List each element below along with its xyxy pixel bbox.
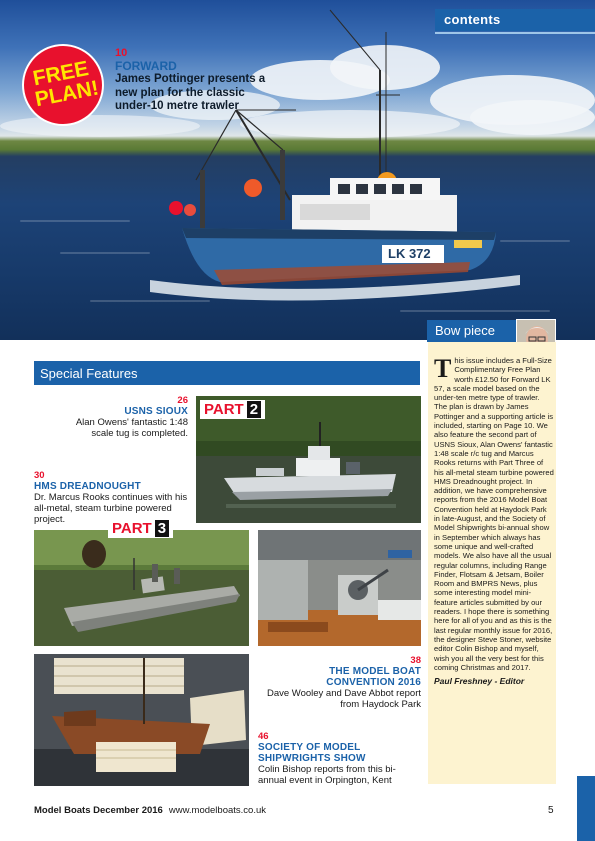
editor-signature: Paul Freshney - Editor — [434, 676, 525, 687]
bow-piece-heading: Bow piece — [427, 320, 516, 342]
feature-description: Dave Wooley and Dave Abbot report from Haydock Park — [266, 688, 421, 710]
bow-piece-text — [434, 356, 554, 686]
boat-registration: LK 372 — [388, 246, 431, 261]
part-2-label — [200, 400, 265, 419]
editorial-body: his issue includes a Full-Size Complimentary Free Plan worth £12.50 for Forward LK 57, a scale model based on the under-ten metre type of trawler. The plan is drawn by James Pottinger and a supporting article is included, starting on Page 10. We also feature the second part of USNS Sioux, Alan Owens' fantastic 1:48 scale r/c tug and Marcus Rooks returns with Part Three of his all-metal steam turbine powered HMS Dreadnought project. In addition, we have comprehensive reports from the 2016 Model Boat Convention held at Haydock Park in late-August, and the Society of Model Shipwrights bi-annual show in September which always has some unique and well-crafted models. We also have all the usual regular columns, including Range Finder, Flotsam & Jetsam, Boiler Room and BMPRS News, plus some interesting model mini-feature articles submitted by our readers. I hope there is something here for all of you and as this is the last regular monthly issue for 2016, the designer Steve Stoner, website editor Colin Bishop and myself, wish you all the very best for this coming Christmas and 2017. — [434, 356, 554, 672]
trawler-illustration — [0, 0, 595, 340]
lead-feature-page: 10 — [115, 47, 128, 59]
feature-title: SOCIETY OF MODEL SHIPWRIGHTS SHOW — [258, 742, 366, 764]
feature-description: Alan Owens' fantastic 1:48 scale tug is completed. — [75, 417, 188, 439]
feature-page: 38 — [410, 655, 421, 666]
special-features-heading: Special Features — [34, 361, 420, 385]
photo-society-of-model-shipwrights — [34, 654, 249, 786]
feature-title: HMS DREADNOUGHT — [34, 481, 141, 492]
footer — [34, 805, 266, 816]
feature-society-of-model-shipwrights[interactable] — [258, 731, 423, 786]
page-corner-tab — [577, 776, 595, 841]
lead-feature-title: FORWARD — [115, 59, 177, 73]
feature-model-boat-convention[interactable] — [258, 655, 421, 710]
feature-page: 26 — [177, 395, 188, 406]
section-tab-label: contents — [444, 12, 501, 27]
feature-hms-dreadnought[interactable] — [34, 470, 194, 525]
lead-feature[interactable] — [115, 47, 275, 114]
photo-convention-graphic — [258, 530, 421, 646]
photo-hms-dreadnought — [34, 530, 249, 646]
lead-feature-description: James Pottinger presents a new plan for the classic under-10 metre trawler — [115, 73, 266, 112]
photo-hms-dreadnought-graphic — [34, 530, 249, 646]
feature-page: 30 — [34, 470, 45, 481]
cover-photo-trawler — [0, 0, 595, 340]
footer-magazine-issue: Model Boats December 2016 — [34, 805, 163, 816]
feature-description: Colin Bishop reports from this bi-annual event in Orpington, Kent — [258, 764, 396, 786]
feature-usns-sioux[interactable] — [60, 395, 188, 439]
feature-title: USNS SIOUX — [124, 406, 188, 417]
feature-page: 46 — [258, 731, 269, 742]
part-label-number: 2 — [247, 401, 261, 418]
footer-url[interactable]: www.modelboats.co.uk — [168, 805, 267, 816]
feature-title: THE MODEL BOAT CONVENTION 2016 — [326, 666, 421, 688]
part-label-text: PART — [204, 401, 244, 418]
part-label-text: PART — [112, 520, 152, 537]
feature-description: Dr. Marcus Rooks continues with his all-metal, steam turbine powered project. — [34, 492, 188, 525]
photo-model-boat-convention — [258, 530, 421, 646]
free-plan-badge-text: FREE PLAN! — [31, 57, 101, 112]
part-3-label — [108, 519, 173, 538]
page-number: 5 — [548, 805, 554, 816]
drop-cap: T — [434, 354, 452, 383]
tab-underline — [435, 32, 595, 34]
part-label-number: 3 — [155, 520, 169, 537]
section-tab-contents — [435, 9, 595, 31]
photo-junk-model-graphic — [34, 654, 249, 786]
